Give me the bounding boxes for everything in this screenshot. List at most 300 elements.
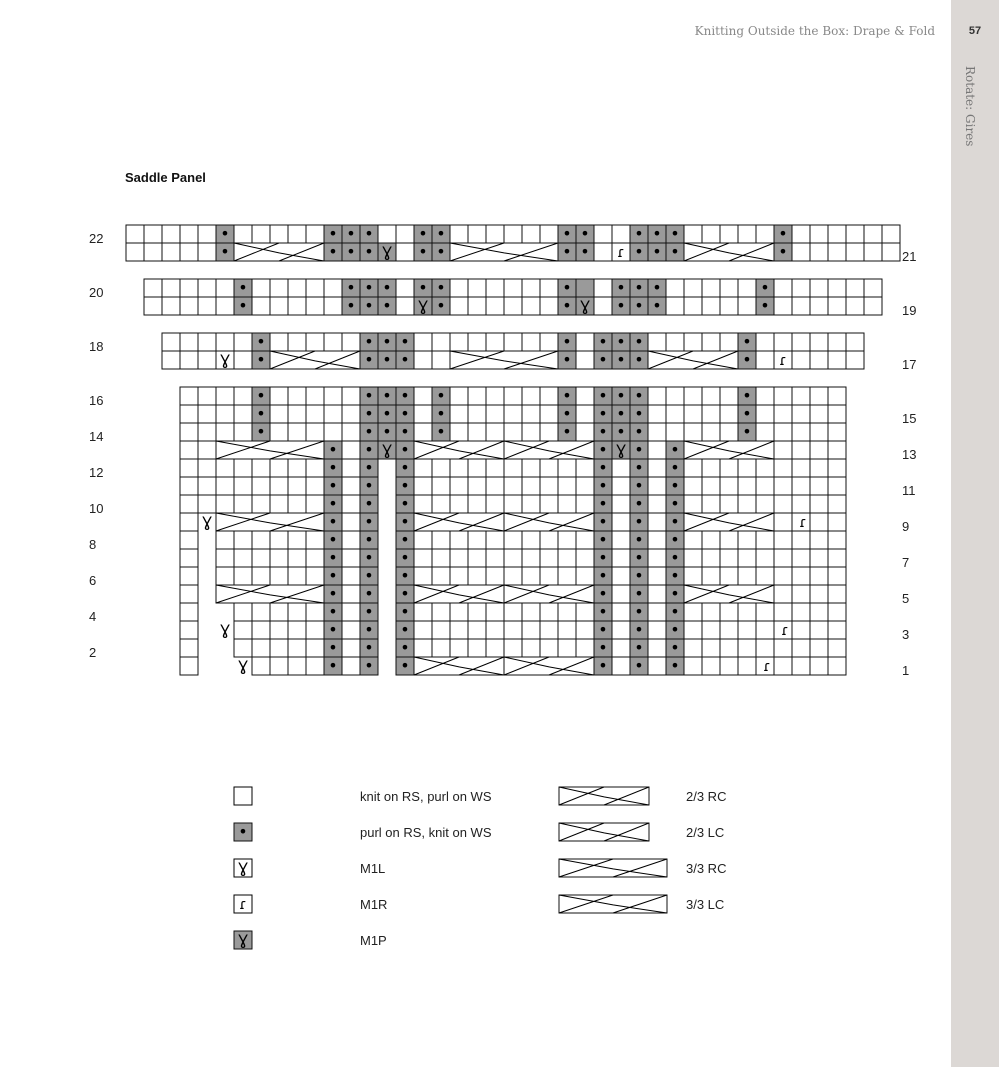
purl-dot: •	[328, 638, 338, 657]
knit-cell	[810, 657, 828, 675]
knit-cell	[180, 279, 198, 297]
purl-dot: •	[364, 656, 374, 675]
row-label-left: 20	[89, 285, 104, 300]
knit-cell	[180, 477, 198, 495]
knit-cell	[486, 423, 504, 441]
knit-cell	[522, 549, 540, 567]
knit-cell	[738, 279, 756, 297]
knit-cell	[576, 405, 594, 423]
knit-cell	[810, 459, 828, 477]
purl-dot: •	[328, 584, 338, 603]
knit-cell	[684, 423, 702, 441]
knit-cell	[774, 603, 792, 621]
knit-cell	[774, 657, 792, 675]
knit-cell	[180, 459, 198, 477]
purl-dot: •	[670, 458, 680, 477]
knit-cell	[162, 225, 180, 243]
purl-dot: •	[634, 440, 644, 459]
knit-cell	[576, 423, 594, 441]
knit-cell	[486, 495, 504, 513]
knit-cell	[684, 603, 702, 621]
knit-cell	[540, 621, 558, 639]
legend-label: knit on RS, purl on WS	[360, 789, 492, 804]
purl-dot: •	[346, 296, 356, 315]
knit-cell	[486, 531, 504, 549]
knit-cell	[720, 567, 738, 585]
purl-dot: •	[364, 440, 374, 459]
knit-cell	[234, 621, 252, 639]
knit-cell	[792, 639, 810, 657]
knit-cell	[270, 333, 288, 351]
knit-cell	[342, 531, 360, 549]
row-label-left: 14	[89, 429, 104, 444]
purl-dot: •	[220, 224, 230, 243]
knit-cell	[684, 477, 702, 495]
knit-cell	[684, 531, 702, 549]
purl-dot: •	[328, 620, 338, 639]
knit-cell	[450, 423, 468, 441]
m1p-cell: Ɣ	[418, 299, 428, 315]
purl-dot: •	[400, 332, 410, 351]
knit-cell	[792, 351, 810, 369]
knit-cell	[180, 405, 198, 423]
knit-cell	[252, 297, 270, 315]
cable-legend-label: 3/3 LC	[686, 897, 725, 912]
knit-cell	[468, 495, 486, 513]
purl-dot: •	[598, 584, 608, 603]
knit-cell	[648, 459, 666, 477]
knit-cell	[756, 351, 774, 369]
knit-cell	[198, 279, 216, 297]
knit-cell	[306, 531, 324, 549]
knit-cell	[702, 297, 720, 315]
purl-dot: •	[598, 620, 608, 639]
purl-dot: •	[364, 584, 374, 603]
knit-cell	[540, 531, 558, 549]
knit-cell	[846, 297, 864, 315]
purl-dot: •	[400, 620, 410, 639]
knit-cell	[792, 603, 810, 621]
purl-dot: •	[598, 638, 608, 657]
purl-dot: •	[742, 386, 752, 405]
running-head: Knitting Outside the Box: Drape & Fold	[694, 24, 935, 38]
knit-cell	[252, 549, 270, 567]
purl-dot: •	[382, 386, 392, 405]
knit-cell	[612, 585, 630, 603]
knit-cell	[720, 459, 738, 477]
knit-cell	[396, 243, 414, 261]
purl-dot: •	[400, 512, 410, 531]
knit-cell	[810, 567, 828, 585]
knit-cell	[828, 567, 846, 585]
knit-cell	[810, 639, 828, 657]
knit-cell	[216, 549, 234, 567]
purl-dot: •	[562, 404, 572, 423]
knit-cell	[774, 279, 792, 297]
knit-cell	[540, 495, 558, 513]
knit-cell	[396, 297, 414, 315]
knit-cell	[504, 459, 522, 477]
knit-cell	[828, 459, 846, 477]
chart-lower-block	[180, 386, 846, 675]
purl-dot: •	[562, 296, 572, 315]
knit-cell	[810, 585, 828, 603]
knit-cell	[468, 603, 486, 621]
knit-cell	[774, 333, 792, 351]
knit-cell	[486, 477, 504, 495]
purl-dot: •	[220, 242, 230, 261]
knit-cell	[288, 495, 306, 513]
purl-dot: •	[598, 440, 608, 459]
knit-cell	[252, 495, 270, 513]
purl-dot: •	[634, 548, 644, 567]
purl-dot: •	[328, 494, 338, 513]
knit-cell	[720, 405, 738, 423]
knit-cell	[702, 567, 720, 585]
knit-cell	[306, 477, 324, 495]
knit-cell	[504, 567, 522, 585]
knit-cell	[720, 225, 738, 243]
purl-dot: •	[436, 422, 446, 441]
knit-cell	[540, 549, 558, 567]
knit-cell	[612, 567, 630, 585]
knit-cell	[288, 333, 306, 351]
knit-cell	[396, 279, 414, 297]
purl-dot: •	[634, 296, 644, 315]
knit-cell	[612, 513, 630, 531]
knit-cell	[306, 279, 324, 297]
knit-cell	[486, 405, 504, 423]
knit-cell	[810, 351, 828, 369]
m1l-cell: Ɣ	[238, 659, 248, 675]
knit-cell	[432, 549, 450, 567]
knit-cell	[792, 657, 810, 675]
knit-cell	[666, 405, 684, 423]
knit-cell	[864, 243, 882, 261]
knit-cell	[342, 549, 360, 567]
purl-dot: •	[400, 602, 410, 621]
purl-dot: •	[382, 278, 392, 297]
knit-cell	[702, 459, 720, 477]
purl-dot: •	[436, 296, 446, 315]
knit-cell	[504, 495, 522, 513]
purl-dot: •	[652, 296, 662, 315]
row-label-right: 13	[902, 447, 917, 462]
purl-dot: •	[364, 458, 374, 477]
knit-cell	[720, 657, 738, 675]
purl-dot: •	[364, 638, 374, 657]
purl-dot: •	[634, 458, 644, 477]
knit-cell	[612, 549, 630, 567]
knit-cell	[792, 459, 810, 477]
purl-dot: •	[598, 548, 608, 567]
knit-cell	[756, 567, 774, 585]
purl-dot: •	[670, 566, 680, 585]
knit-cell	[468, 405, 486, 423]
knit-cell	[252, 477, 270, 495]
knit-cell	[540, 405, 558, 423]
purl-dot: •	[562, 350, 572, 369]
purl-dot: •	[400, 494, 410, 513]
knit-cell	[828, 549, 846, 567]
knit-cell	[702, 657, 720, 675]
knit-cell	[612, 225, 630, 243]
knit-cell	[198, 441, 216, 459]
knit-cell	[468, 459, 486, 477]
knit-cell	[306, 423, 324, 441]
knit-cell	[342, 423, 360, 441]
purl-dot: •	[634, 422, 644, 441]
knit-cell	[648, 549, 666, 567]
knit-cell	[666, 297, 684, 315]
purl-dot: •	[670, 602, 680, 621]
knit-cell	[288, 531, 306, 549]
knit-cell	[756, 639, 774, 657]
knit-cell	[144, 243, 162, 261]
knit-cell	[180, 621, 198, 639]
knit-cell	[288, 405, 306, 423]
purl-dot: •	[652, 224, 662, 243]
knit-cell	[252, 639, 270, 657]
knit-cell	[648, 387, 666, 405]
knit-cell	[450, 477, 468, 495]
purl-dot: •	[562, 332, 572, 351]
knit-cell	[756, 423, 774, 441]
knit-cell	[576, 351, 594, 369]
knit-cell	[288, 477, 306, 495]
knit-cell	[612, 459, 630, 477]
purl-dot: •	[742, 350, 752, 369]
knit-cell	[666, 387, 684, 405]
knit-cell	[558, 603, 576, 621]
knit-cell	[198, 225, 216, 243]
knit-cell	[576, 603, 594, 621]
purl-dot: •	[346, 278, 356, 297]
knit-cell	[558, 549, 576, 567]
m1r-cell: ɾ	[779, 353, 787, 369]
purl-dot: •	[760, 296, 770, 315]
knit-cell	[270, 549, 288, 567]
knit-cell	[126, 225, 144, 243]
purl-dot: •	[598, 476, 608, 495]
knit-cell	[540, 477, 558, 495]
purl-dot: •	[364, 494, 374, 513]
knit-cell	[648, 639, 666, 657]
purl-dot: •	[580, 242, 590, 261]
purl-dot: •	[598, 566, 608, 585]
knit-cell	[684, 333, 702, 351]
knit-cell	[648, 423, 666, 441]
knit-cell	[414, 477, 432, 495]
purl-dot: •	[436, 278, 446, 297]
purl-dot: •	[634, 566, 644, 585]
purl-dot: •	[400, 440, 410, 459]
knit-cell	[144, 297, 162, 315]
knit-cell	[684, 459, 702, 477]
purl-dot: •	[400, 422, 410, 441]
row-label-right: 15	[902, 411, 917, 426]
knit-cell	[342, 477, 360, 495]
row-label-left: 10	[89, 501, 104, 516]
knit-cell	[252, 459, 270, 477]
knit-cell	[594, 243, 612, 261]
knit-cell	[810, 621, 828, 639]
knit-cell	[576, 549, 594, 567]
knit-cell	[738, 297, 756, 315]
knit-cell	[288, 279, 306, 297]
knit-cell	[270, 657, 288, 675]
purl-dot: •	[598, 422, 608, 441]
knit-cell	[756, 549, 774, 567]
knit-cell	[216, 333, 234, 351]
knit-cell	[882, 225, 900, 243]
purl-dot: •	[562, 386, 572, 405]
purl-dot: •	[256, 332, 266, 351]
knit-cell	[756, 531, 774, 549]
knit-cell	[846, 243, 864, 261]
knit-cell	[684, 387, 702, 405]
knit-cell	[180, 387, 198, 405]
knit-cell	[540, 603, 558, 621]
purl-dot: •	[670, 242, 680, 261]
knit-cell	[342, 495, 360, 513]
knit-cell	[306, 549, 324, 567]
purl-dot: •	[328, 512, 338, 531]
knit-cell	[702, 225, 720, 243]
knit-cell	[432, 477, 450, 495]
purl-dot: •	[598, 494, 608, 513]
knit-cell	[216, 279, 234, 297]
knit-cell	[270, 531, 288, 549]
knit-cell	[648, 495, 666, 513]
knit-cell	[162, 279, 180, 297]
purl-dot: •	[598, 512, 608, 531]
knit-cell	[432, 603, 450, 621]
knit-cell	[342, 657, 360, 675]
purl-dot: •	[382, 350, 392, 369]
knit-cell	[486, 459, 504, 477]
knit-cell	[666, 279, 684, 297]
knit-cell	[522, 621, 540, 639]
knit-cell	[774, 639, 792, 657]
knit-cell	[486, 279, 504, 297]
knit-cell	[702, 405, 720, 423]
knit-cell	[450, 603, 468, 621]
knit-cell	[450, 333, 468, 351]
purl-dot: •	[634, 620, 644, 639]
knit-cell	[540, 297, 558, 315]
m1r-legend-symbol: ɾ	[239, 897, 247, 913]
knit-cell	[810, 225, 828, 243]
legend-label: M1L	[360, 861, 386, 876]
chart-row	[144, 278, 882, 297]
knit-cell	[612, 495, 630, 513]
knit-cell	[270, 639, 288, 657]
knit-cell	[252, 531, 270, 549]
purl-dot: •	[364, 566, 374, 585]
knit-cell	[738, 657, 756, 675]
purl-dot: •	[634, 584, 644, 603]
knit-cell	[180, 333, 198, 351]
row-label-left: 6	[89, 573, 97, 588]
knit-cell	[180, 567, 198, 585]
knit-cell	[540, 279, 558, 297]
row-label-right: 21	[902, 249, 917, 264]
knit-cell	[432, 567, 450, 585]
purl-dot: •	[346, 242, 356, 261]
knit-cell	[738, 495, 756, 513]
knit-cell	[180, 549, 198, 567]
knit-cell	[792, 333, 810, 351]
cable-legend-label: 2/3 RC	[686, 789, 727, 804]
knit-cell	[468, 639, 486, 657]
knit-cell	[828, 477, 846, 495]
knit-cell	[738, 477, 756, 495]
knit-cell	[234, 459, 252, 477]
knit-cell	[720, 549, 738, 567]
knit-cell	[504, 225, 522, 243]
purl-dot: •	[364, 332, 374, 351]
purl-dot: •	[364, 296, 374, 315]
knit-cell	[684, 657, 702, 675]
knit-cell	[522, 405, 540, 423]
chart-row	[126, 242, 900, 261]
knit-cell	[720, 423, 738, 441]
knit-cell	[810, 603, 828, 621]
knit-cell	[576, 387, 594, 405]
knit-cell	[180, 495, 198, 513]
purl-dot: •	[634, 656, 644, 675]
knit-cell	[288, 225, 306, 243]
purl-dot: •	[634, 512, 644, 531]
knit-cell	[738, 603, 756, 621]
knit-cell	[216, 387, 234, 405]
row-label-left: 16	[89, 393, 104, 408]
m1r-cell: ɾ	[781, 623, 789, 639]
knit-cell	[828, 423, 846, 441]
row-label-right: 1	[902, 663, 910, 678]
knit-cell	[846, 225, 864, 243]
purl-dot: •	[328, 566, 338, 585]
knit-cell	[342, 621, 360, 639]
knit-cell	[306, 387, 324, 405]
knit-cell	[162, 333, 180, 351]
knit-cell	[576, 495, 594, 513]
knit-cell	[558, 567, 576, 585]
purl-dot: •	[598, 404, 608, 423]
purl-dot: •	[382, 404, 392, 423]
purl-dot: •	[436, 404, 446, 423]
purl-dot: •	[670, 656, 680, 675]
purl-dot: •	[670, 548, 680, 567]
knit-cell	[522, 639, 540, 657]
knit-cell	[828, 405, 846, 423]
knit-cell	[774, 495, 792, 513]
knit-cell	[234, 567, 252, 585]
row-label-right: 7	[902, 555, 910, 570]
purl-dot: •	[400, 404, 410, 423]
purl-dot: •	[634, 494, 644, 513]
purl-dot: •	[328, 440, 338, 459]
legend-symbol	[234, 787, 252, 805]
knit-cell	[522, 387, 540, 405]
knit-cell	[792, 477, 810, 495]
knit-cell	[468, 333, 486, 351]
purl-dot: •	[364, 278, 374, 297]
purl-dot: •	[670, 638, 680, 657]
knit-cell	[468, 423, 486, 441]
knit-cell	[234, 495, 252, 513]
